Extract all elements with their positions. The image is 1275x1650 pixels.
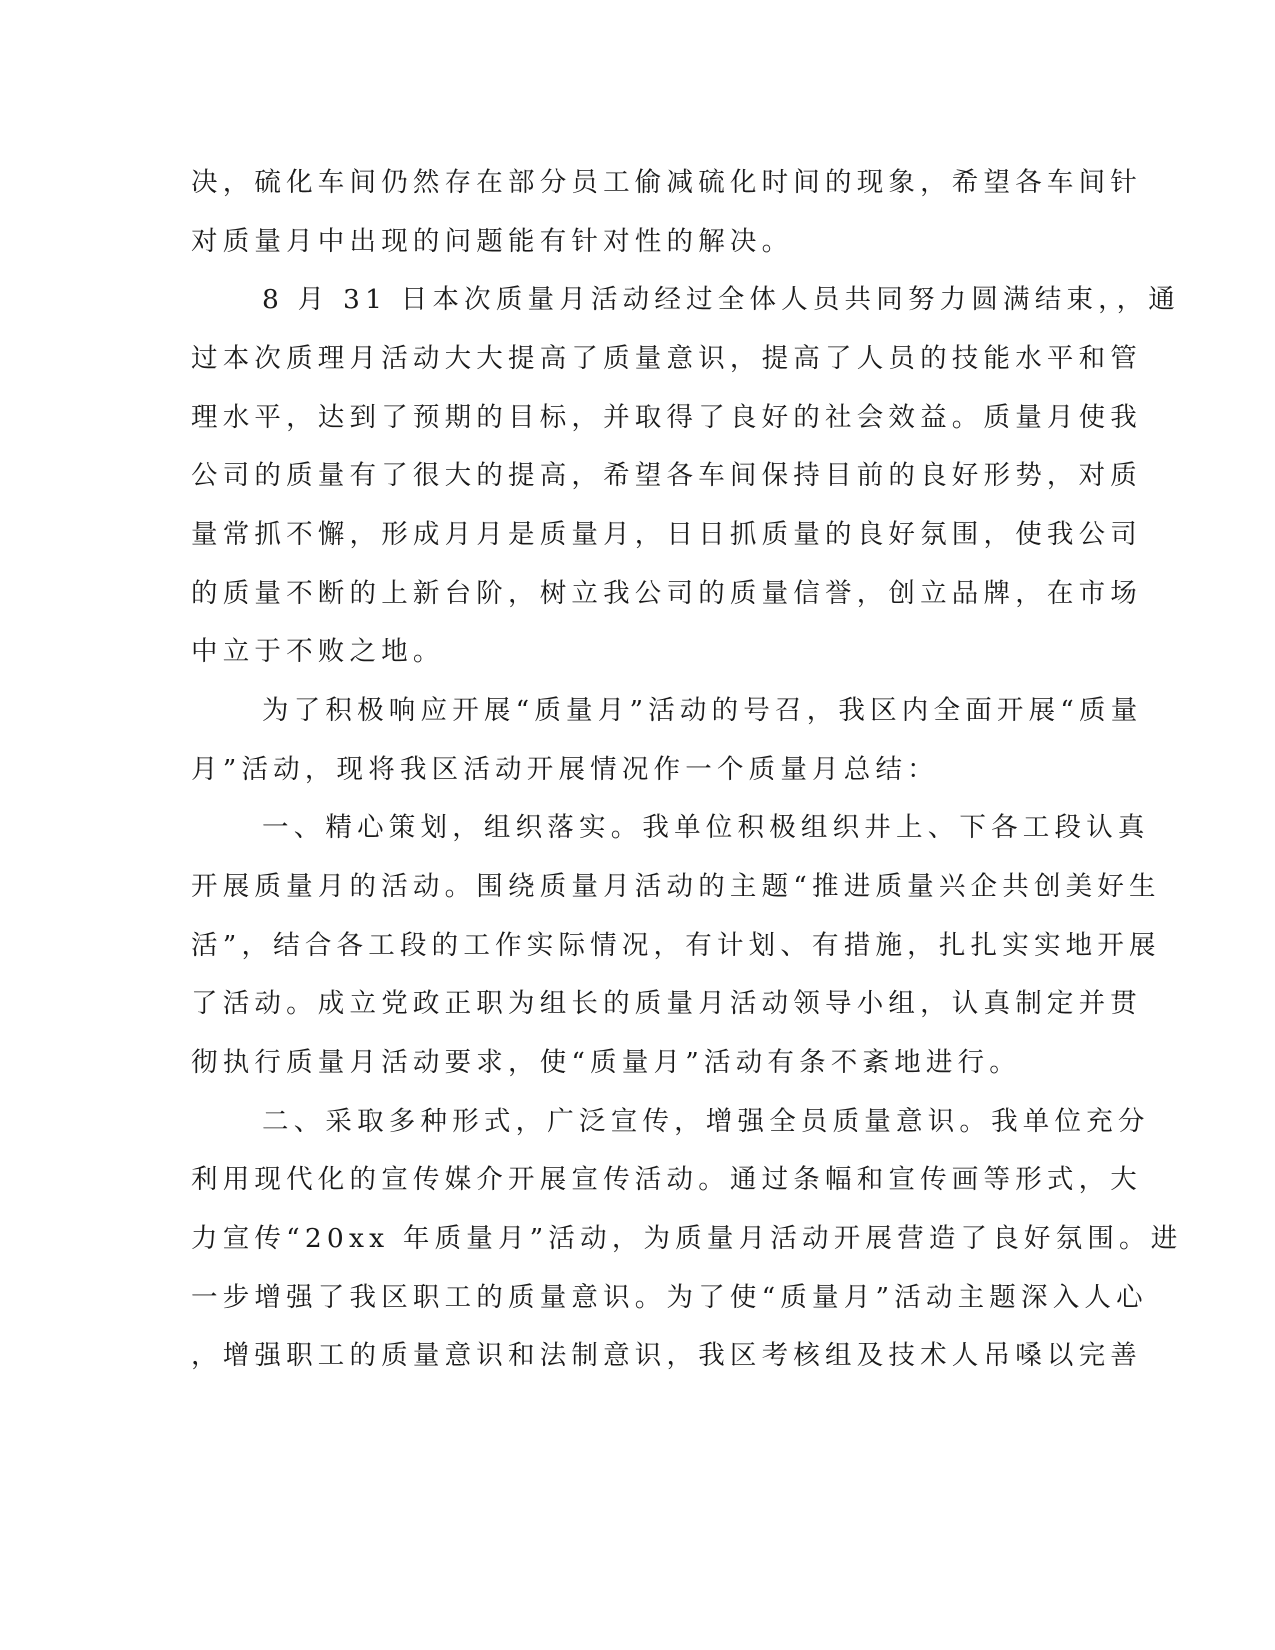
text-line: 彻执行质量月活动要求，使“质量月”活动有条不紊地进行。 (191, 1047, 1021, 1078)
text-line: 公司的质量有了很大的提高，希望各车间保持目前的良好形势，对质 (191, 460, 1142, 491)
text-line: 力宣传“20xx 年质量月”活动，为质量月活动开展营造了良好氛围。进 (191, 1223, 1183, 1254)
text-line: 中立于不败之地。 (191, 636, 445, 667)
text-line: 的质量不断的上新台阶，树立我公司的质量信誉，创立品牌，在市场 (191, 578, 1142, 609)
text-line: 开展质量月的活动。围绕质量月活动的主题“推进质量兴企共创美好生 (191, 871, 1161, 902)
text-line: 一步增强了我区职工的质量意识。为了使“质量月”活动主题深入人心 (191, 1282, 1148, 1313)
text-line: ，增强职工的质量意识和法制意识，我区考核组及技术人吊嗓以完善 (191, 1340, 1142, 1371)
text-line: 量常抓不懈，形成月月是质量月，日日抓质量的良好氛围，使我公司 (191, 519, 1142, 550)
text-line: 了活动。成立党政正职为组长的质量月活动领导小组，认真制定并贯 (191, 988, 1142, 1019)
paragraph-start-line: 8 月 31 日本次质量月活动经过全体人员共同努力圆满结束，，通 (262, 284, 1181, 315)
text-line: 过本次质理月活动大大提高了质量意识，提高了人员的技能水平和管 (191, 343, 1142, 374)
paragraph-start-line: 一、精心策划，组织落实。我单位积极组织井上、下各工段认真 (262, 812, 1150, 843)
paragraph-start-line: 为了积极响应开展“质量月”活动的号召，我区内全面开展“质量 (262, 695, 1143, 726)
text-line: 活”，结合各工段的工作实际情况，有计划、有措施，扎扎实实地开展 (191, 930, 1161, 961)
text-line: 决，硫化车间仍然存在部分员工偷减硫化时间的现象，希望各车间针 (191, 167, 1142, 198)
paragraph-start-line: 二、采取多种形式，广泛宣传，增强全员质量意识。我单位充分 (262, 1106, 1150, 1137)
text-line: 利用现代化的宣传媒介开展宣传活动。通过条幅和宣传画等形式，大 (191, 1164, 1142, 1195)
text-line: 月”活动，现将我区活动开展情况作一个质量月总结： (191, 754, 939, 785)
text-line: 对质量月中出现的问题能有针对性的解决。 (191, 226, 794, 257)
text-line: 理水平，达到了预期的目标，并取得了良好的社会效益。质量月使我 (191, 402, 1142, 433)
